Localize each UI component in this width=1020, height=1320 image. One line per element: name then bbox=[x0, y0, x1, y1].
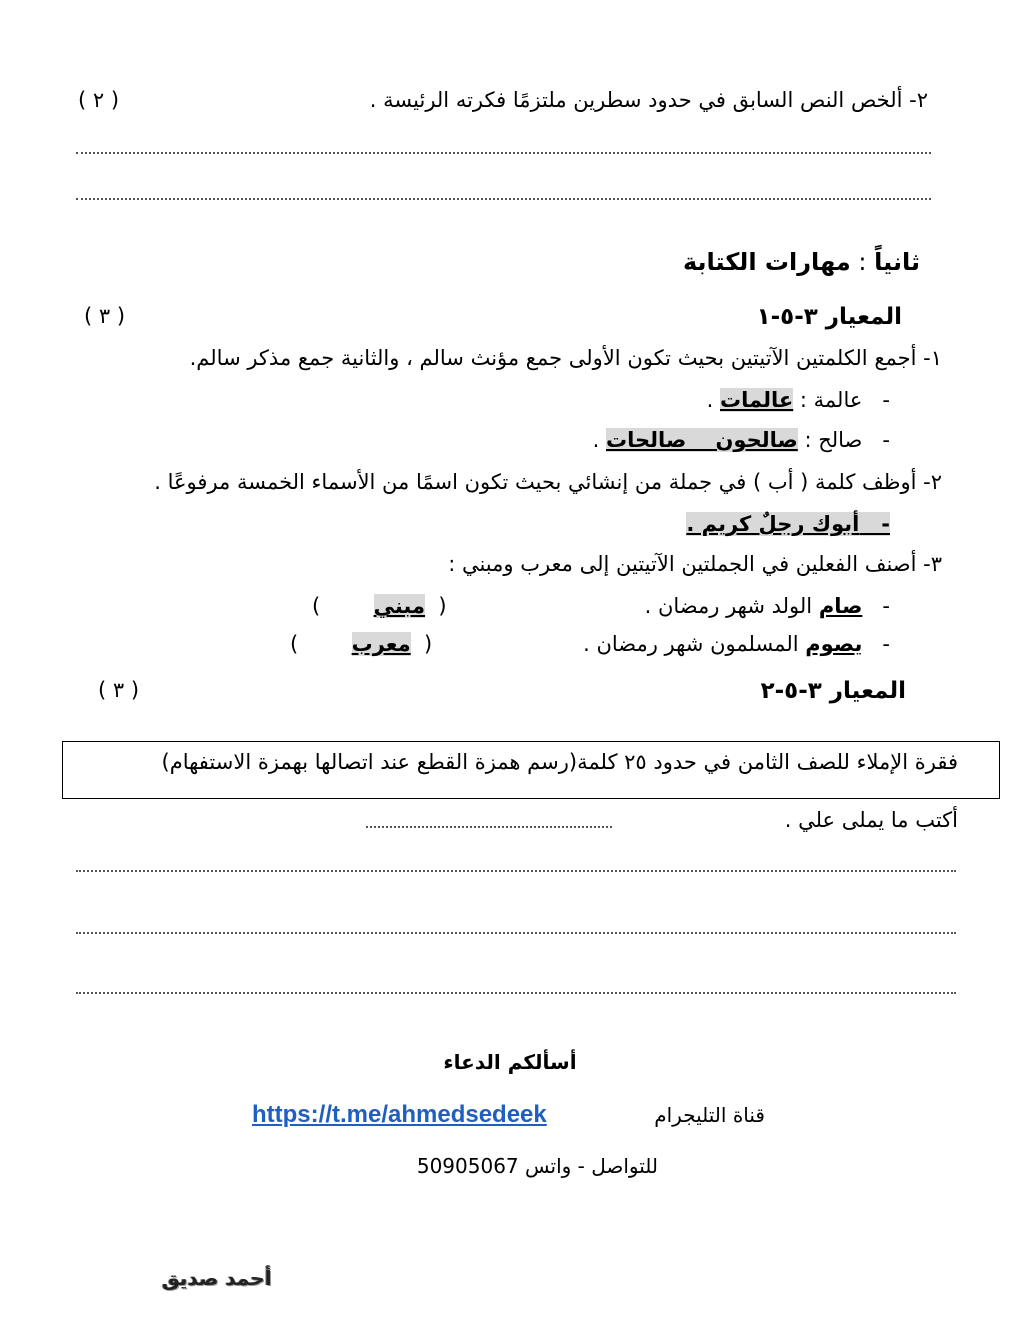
item-3-s2-verb: يصوم bbox=[805, 632, 863, 656]
item-1-b-word: صالح : bbox=[804, 428, 863, 452]
item-3-s2-rest: المسلمون شهر رمضان . bbox=[583, 632, 799, 656]
criterion-2-marks: ( ٣ ) bbox=[98, 678, 140, 702]
item-1-b-answer[interactable]: صالحون صالحات bbox=[606, 428, 798, 452]
summary-marks: ( ٢ ) bbox=[78, 88, 120, 112]
section-title-text: مهارات الكتابة bbox=[682, 248, 851, 276]
dictation-line-3[interactable] bbox=[76, 992, 956, 994]
dictation-line-2[interactable] bbox=[76, 932, 956, 934]
item-2-answer[interactable]: أبوك رجلٌ كريم . bbox=[686, 512, 860, 536]
item-3-sentence-1: - صام الولد شهر رمضان . bbox=[644, 594, 890, 618]
item-1-a-end: . bbox=[706, 388, 714, 412]
item-3-s1-rest: الولد شهر رمضان . bbox=[644, 594, 813, 618]
item-2-answer-row: - أبوك رجلٌ كريم . bbox=[686, 512, 890, 536]
dua-text: أسألكم الدعاء bbox=[443, 1050, 577, 1074]
item-1-instruction: ١- أجمع الكلمتين الآتيتين بحيث تكون الأولى جمع مؤنث سالم ، والثانية جمع مذكر سالم. bbox=[189, 346, 942, 370]
signature: أحمد صديق bbox=[162, 1266, 272, 1290]
item-1-a: - عالمة : عالمات . bbox=[706, 388, 890, 412]
telegram-link[interactable]: https://t.me/ahmedsedeek bbox=[252, 1101, 547, 1128]
write-prompt: أكتب ما يملى علي . bbox=[784, 808, 958, 832]
section-title bbox=[683, 248, 920, 276]
item-3-sentence-2: - يصوم المسلمون شهر رمضان . bbox=[583, 632, 890, 656]
write-prompt-line[interactable] bbox=[366, 826, 612, 828]
item-1-a-word: عالمة : bbox=[799, 388, 863, 412]
summary-question: ٢- ألخص النص السابق في حدود سطرين ملتزمًا فكرته الرئيسة . bbox=[369, 88, 928, 112]
criterion-2-label: المعيار ٣-٥-٢ bbox=[760, 678, 906, 704]
section-title-colon: : bbox=[858, 248, 867, 276]
item-3-s2-answer-wrap: ( معرب ) bbox=[290, 632, 433, 656]
item-3-s1-answer-wrap: ( مبني ) bbox=[312, 594, 447, 618]
item-2-instruction: ٢- أوظف كلمة ( أب ) في جملة من إنشائي بحيث تكون اسمًا من الأسماء الخمسة مرفوعًا . bbox=[154, 470, 942, 494]
item-3-instruction: ٣- أصنف الفعلين في الجملتين الآتيتين إلى معرب ومبني : bbox=[448, 552, 942, 576]
criterion-1-marks: ( ٣ ) bbox=[84, 304, 126, 328]
telegram-label: قناة التليجرام bbox=[654, 1103, 765, 1127]
item-3-s1-verb: صام bbox=[818, 594, 863, 618]
answer-line-2[interactable] bbox=[76, 198, 931, 200]
contact-text: للتواصل - واتس 50905067 bbox=[416, 1154, 658, 1178]
item-3-s2-answer[interactable]: معرب bbox=[351, 632, 411, 656]
item-3-s1-answer[interactable]: مبني bbox=[373, 594, 426, 618]
section-title-prefix: ثانياً bbox=[874, 248, 920, 276]
answer-line-1[interactable] bbox=[76, 152, 931, 154]
item-1-b-end: . bbox=[592, 428, 600, 452]
item-1-a-answer[interactable]: عالمات bbox=[720, 388, 794, 412]
item-1-b: - صالح : صالحون صالحات . bbox=[592, 428, 890, 452]
criterion-1-label: المعيار ٣-٥-١ bbox=[756, 304, 902, 330]
dictation-line-1[interactable] bbox=[76, 870, 956, 872]
dictation-box-text: فقرة الإملاء للصف الثامن في حدود ٢٥ كلمة(رسم همزة القطع عند اتصالها بهمزة الاستفهام) bbox=[161, 750, 958, 774]
